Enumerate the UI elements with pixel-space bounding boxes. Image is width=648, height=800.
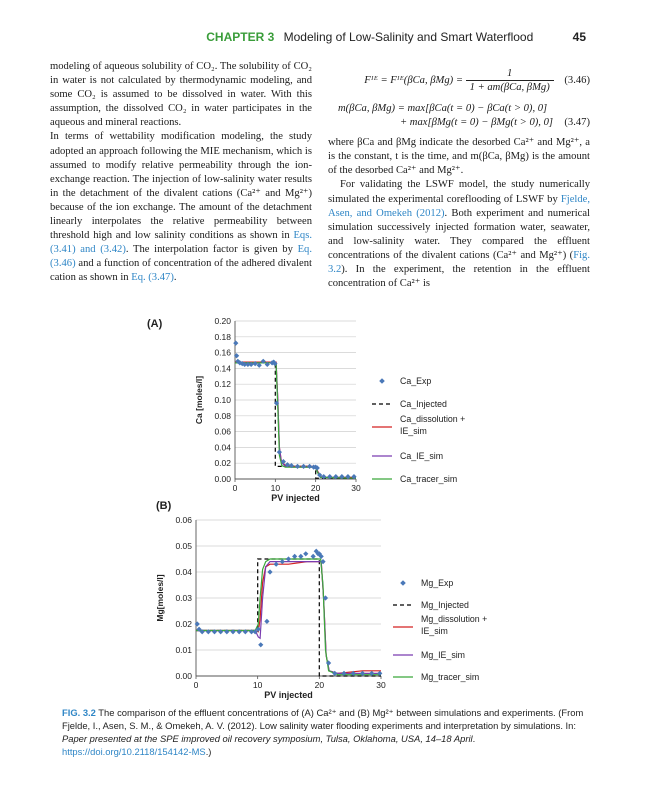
doi-link[interactable]: https://doi.org/10.2118/154142-MS <box>62 746 206 757</box>
y-tick-label: 0.06 <box>214 426 231 437</box>
y-axis-title: Mg[moles/l] <box>155 574 165 622</box>
equation-3-46: Fᴵᴱ = Fᴵᴱ(βCa, βMg) = $\frac{1}{\text{1 + am(βCa, βMg)}}$ (3.46) <box>328 66 590 96</box>
panel-a-chart <box>147 316 465 503</box>
y-tick-label: 0.12 <box>214 379 231 390</box>
chapter-title: Modeling of Low-Salinity and Smart Waterflood <box>283 30 534 44</box>
legend-label: Mg_dissolution + <box>421 614 488 624</box>
right-paragraph-2: For validating the LSWF model, the study numerically simulated the experimental coreflooding of LSWF by Fjelde, Asen, and Omekeh (2012). Both experiment and numerical simulation successively injected formation water, seawater, and low-salinity water. They compared the effluent concentrations of the divalent cations (Ca²⁺ and Mg²⁺) (Fig. 3.2). In the experiment, the retention in the effluent concentration of Ca²⁺ is <box>328 179 590 290</box>
figure-3-2 <box>0 305 648 705</box>
right-paragraph-1: where βCa and βMg indicate the desorbed Ca²⁺ and Mg²⁺, a is the constant, t is the time, and m(βCa, βMg) is the amount of the desorbed Ca²⁺ and Mg²⁺. <box>328 137 590 177</box>
eq-link-347[interactable]: Eq. (3.47) <box>131 272 174 284</box>
legend-marker-exp <box>400 580 406 586</box>
y-tick-label: 0.02 <box>214 458 231 469</box>
exp-data-point <box>233 341 238 346</box>
exp-data-point <box>277 450 282 455</box>
y-tick-label: 0.10 <box>214 395 231 405</box>
legend-label: Mg_IE_sim <box>421 650 465 660</box>
left-paragraph-1: modeling of aqueous solubility of CO₂. The solubility of CO₂ in water is not calculated by thermodynamic modeling, and some CO₂ is assumed to be dissolved in water. With this assumption, the dissolved CO₂ in water participates in the aqueous and mineral reactions. <box>50 61 312 129</box>
x-tick-label: 20 <box>314 680 325 690</box>
series-line-mg-dissolution-ie-sim <box>196 562 381 674</box>
series-line-ca-injected <box>235 362 356 478</box>
legend-label: Mg_tracer_sim <box>421 672 480 682</box>
legend-label: IE_sim <box>421 626 448 636</box>
exp-data-point <box>292 554 297 559</box>
y-tick-label: 0.14 <box>214 363 231 374</box>
exp-data-point <box>301 464 306 469</box>
exp-data-point <box>307 464 312 469</box>
series-line-ca-ie-sim <box>235 363 356 478</box>
legend-label: Mg_Exp <box>421 578 454 588</box>
eq346-number: (3.46) <box>564 75 590 86</box>
panel-b-chart <box>155 500 487 700</box>
legend-label: Ca_IE_sim <box>400 451 444 461</box>
exp-data-point <box>267 569 272 574</box>
x-axis-title: PV injected <box>271 493 320 503</box>
legend-marker-exp <box>379 378 385 384</box>
exp-data-point <box>295 464 300 469</box>
y-tick-label: 0.02 <box>175 619 192 629</box>
y-tick-label: 0.18 <box>214 331 231 342</box>
eq347-number: (3.47) <box>564 117 590 128</box>
series-line-ca-dissolution-ie-sim <box>235 362 356 477</box>
legend-label: Mg_Injected <box>421 600 469 610</box>
legend-label: Ca_tracer_sim <box>400 474 458 484</box>
x-tick-label: 0 <box>193 680 199 690</box>
x-tick-label: 0 <box>232 483 238 493</box>
exp-data-point <box>303 551 308 556</box>
y-tick-label: 0.04 <box>175 567 192 577</box>
series-line-ca-tracer-sim <box>235 363 356 478</box>
caption-label: FIG. 3.2 <box>62 707 96 718</box>
exp-data-point <box>195 621 200 626</box>
exp-data-point <box>311 554 316 559</box>
legend-label: IE_sim <box>400 426 427 436</box>
y-tick-label: 0.00 <box>175 671 192 681</box>
y-tick-label: 0.16 <box>214 347 231 358</box>
left-column <box>50 60 312 286</box>
x-tick-label: 30 <box>351 483 361 493</box>
panel-label: (A) <box>147 318 163 330</box>
page-number: 45 <box>572 30 586 44</box>
series-line-mg-ie-sim <box>196 562 381 674</box>
eq-link-346[interactable]: Eq. (3.46) <box>50 244 312 270</box>
exp-data-point <box>264 619 269 624</box>
exp-data-point <box>258 642 263 647</box>
legend-label: Ca_dissolution + <box>400 414 466 424</box>
y-tick-label: 0.04 <box>214 442 231 453</box>
fig-link-3-2[interactable]: Fig. 3.2 <box>328 249 590 276</box>
y-tick-label: 0.01 <box>175 645 192 655</box>
exp-data-point <box>298 554 303 559</box>
right-column <box>328 60 590 291</box>
citation-link-fjelde[interactable]: Fjelde, Asen, and Omekeh (2012) <box>328 193 590 219</box>
legend-label: Ca_Exp <box>400 376 432 386</box>
eq-link-341-342[interactable]: Eqs. (3.41) and (3.42) <box>50 230 312 256</box>
series-line-mg-injected <box>196 559 381 676</box>
equation-3-47: m(βCa, βMg) = max[βCa(t = 0) − βCa(t > 0), 0] + max[βMg(t = 0) − βMg(t > 0), 0] (3.47) <box>338 103 590 129</box>
legend-label: Ca_Injected <box>400 399 447 409</box>
eq346-fraction: $\frac{1}{\text{1 + am(βCa, βMg)}}$ <box>466 67 554 94</box>
figure-caption: FIG. 3.2 The comparison of the effluent concentrations of (A) Ca²⁺ and (B) Mg²⁺ between simulations and experiments. (From Fjelde, I., Asen, S. M., & Omekeh, A. V. (2012). Low salinity water flooding experiments and interpretation by simulations. In: Paper presented at the SPE improved oil recovery symposium, Tulsa, Oklahoma, USA, 14–18 April. https://doi.org/10.2118/154142-MS.) <box>62 707 584 757</box>
x-tick-label: 10 <box>252 680 263 690</box>
y-tick-label: 0.20 <box>214 316 231 326</box>
x-tick-label: 30 <box>376 680 386 690</box>
x-tick-label: 20 <box>310 483 321 493</box>
running-header <box>206 30 586 44</box>
y-tick-label: 0.00 <box>214 474 231 484</box>
x-tick-label: 10 <box>270 483 281 493</box>
x-axis-title: PV injected <box>264 690 313 700</box>
exp-data-point <box>274 562 279 567</box>
left-paragraph-2: In terms of wettability modification modeling, the study adopted an approach following the MIE mechanism, which is assumed to modify relative permeability through the ion-exchange reaction. The injection of low-salinity water results in the detachment of the divalent cations (Ca²⁺ and Mg²⁺) because of the ion exchange. The amount of the detachment linearly interpolates the relative permeability between threshold high and low salinity conditions as shown in Eqs. (3.41) and (3.42). The interpolation factor is given by Eq. (3.46) and a function of concentration of the adhered divalent cation as shown in Eq. (3.47). <box>50 131 312 284</box>
exp-data-point <box>286 556 291 561</box>
y-tick-label: 0.03 <box>175 593 192 603</box>
panel-label: (B) <box>156 500 172 512</box>
y-tick-label: 0.06 <box>175 515 192 525</box>
y-tick-label: 0.05 <box>175 541 192 551</box>
exp-data-point <box>280 559 285 564</box>
chapter-label: CHAPTER 3 <box>206 30 275 44</box>
series-line-mg-tracer-sim <box>196 559 381 675</box>
y-axis-title: Ca [moles/l] <box>194 375 204 425</box>
y-tick-label: 0.08 <box>214 410 231 421</box>
